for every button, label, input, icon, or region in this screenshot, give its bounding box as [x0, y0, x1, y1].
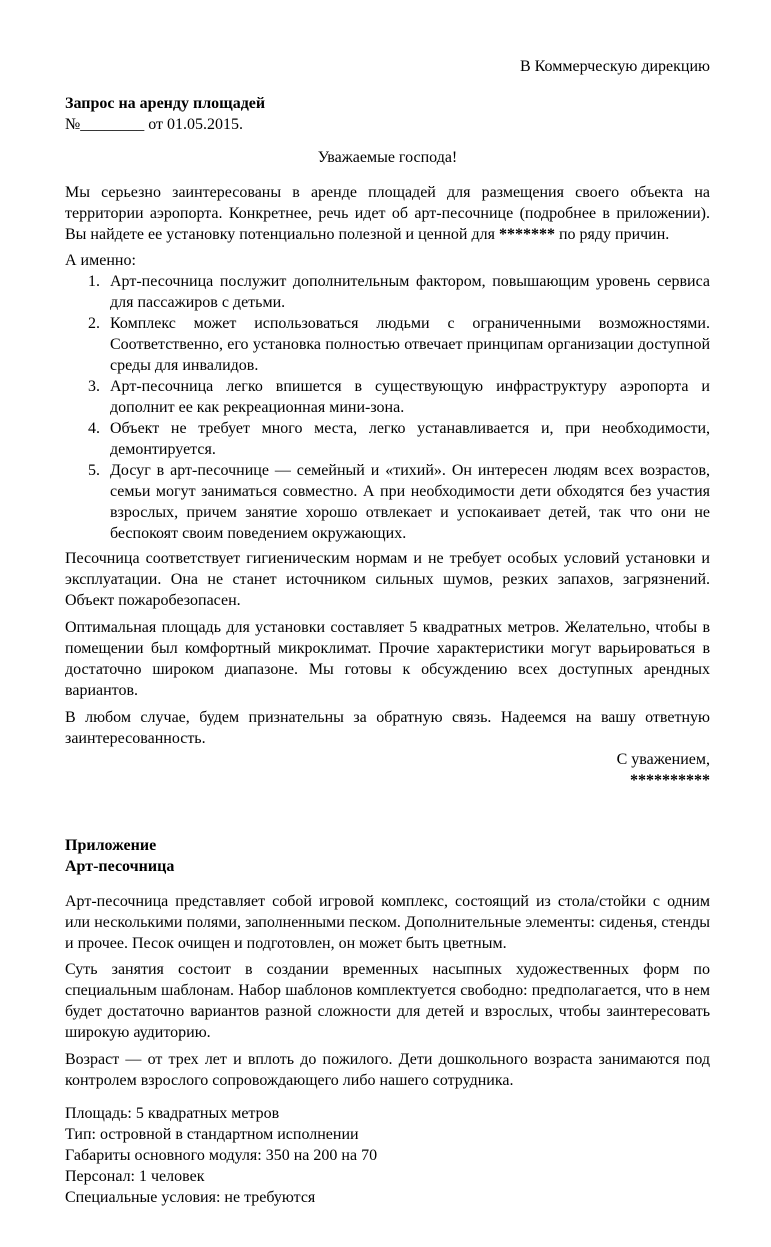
list-item-text: Досуг в арт-песочнице — семейный и «тихий». Он интересен людям всех возрастов, семьи могут заниматься совместно. А при необходимости дети обходятся без участия взрослых, причем занятие хорошо отвлекает и успокаивает детей, так что они не беспокоят своим поведением окружающих. [110, 462, 710, 542]
spec-line-conditions: Специальные условия: не требуются [65, 1189, 316, 1206]
list-item-number: 1. [88, 273, 100, 290]
spec-line-type: Тип: островной в стандартном исполнении [65, 1126, 359, 1143]
attachment-age-paragraph: Возраст — от трех лет и вплоть до пожилого. Дети дошкольного возраста занимаются под контролем взрослого сопровождающего либо нашего сотрудника. [65, 1051, 710, 1089]
list-item-text: Арт-песочница послужит дополнительным фактором, повышающим уровень сервиса для пассажиров с детьми. [110, 273, 710, 311]
list-item [65, 460, 710, 544]
list-item [65, 376, 710, 418]
closing-line: С уважением, [616, 751, 710, 768]
attachment-heading: Приложение [65, 837, 157, 854]
attachment-description-paragraph: Арт-песочница представляет собой игровой комплекс, состоящий из стола/стойки с одним или несколькими полями, заполненными песком. Дополнительные элементы: сиденья, стенды и прочее. Песок очищен и подготовлен, он может быть цветным. [65, 893, 710, 952]
intro-text-before: Мы серьезно заинтересованы в аренде площадей для размещения своего объекта на территории аэропорта. Конкретнее, речь идет об арт-песочнице (подробнее в приложении). Вы найдете ее установку потенциально полезной и ценной для [65, 184, 710, 243]
redacted-stars-inline: ******* [498, 226, 555, 243]
list-item [65, 418, 710, 460]
list-item-text: Комплекс может использоваться людьми с ограниченными возможностями. Соответственно, его установка полностью отвечает принципам организации доступной среды для инвалидов. [110, 315, 710, 374]
specs-block [65, 1103, 710, 1208]
area-paragraph: Оптимальная площадь для установки составляет 5 квадратных метров. Желательно, чтобы в помещении был комфортный микроклимат. Прочие характеристики могут варьироваться в достаточно широком диапазоне. Мы готовы к обсуждению всех доступных арендных вариантов. [65, 619, 710, 699]
feedback-paragraph: В любом случае, будем признательны за обратную связь. Надеемся на вашу ответную заинтересованность. [65, 709, 710, 747]
list-item-number: 4. [88, 420, 100, 437]
recipient-line: В Коммерческую дирекцию [520, 58, 710, 75]
salutation: Уважаемые господа! [317, 149, 458, 166]
reasons-list [65, 271, 710, 544]
list-item-text: Объект не требует много места, легко устанавливается и, при необходимости, демонтируется. [110, 420, 710, 458]
signature-stars: ********** [630, 772, 710, 789]
intro-paragraph [65, 182, 710, 245]
list-item-text: Арт-песочница легко впишется в существующую инфраструктуру аэропорта и дополнит ее как рекреационная мини-зона. [110, 378, 710, 416]
attachment-activity-paragraph: Суть занятия состоит в создании временных насыпных художественных форм по специальным шаблонам. Набор шаблонов комплектуется свободно: предполагается, что в нем будет достаточно вариантов разной сложности для детей и взрослых, чтобы заинтересовать широкую аудиторию. [65, 961, 710, 1041]
list-item-number: 2. [88, 315, 100, 332]
hygiene-paragraph: Песочница соответствует гигиеническим нормам и не требует особых условий установки и эксплуатации. Она не станет источником сильных шумов, резких запахов, загрязнений. Объект пожаробезопасен. [65, 550, 710, 609]
list-item [65, 313, 710, 376]
intro-text-after: по ряду причин. [554, 226, 670, 243]
spec-line-area: Площадь: 5 квадратных метров [65, 1105, 280, 1122]
attachment-subheading: Арт-песочница [65, 858, 175, 875]
number-date-line: №________ от 01.05.2015. [65, 116, 244, 133]
spec-line-dimensions: Габариты основного модуля: 350 на 200 на 70 [65, 1147, 378, 1164]
document-title: Запрос на аренду площадей [65, 95, 266, 112]
list-item-number: 5. [88, 462, 100, 479]
spec-line-staff: Персонал: 1 человек [65, 1168, 205, 1185]
list-item-number: 3. [88, 378, 100, 395]
list-item [65, 271, 710, 313]
list-intro: А именно: [65, 252, 136, 269]
